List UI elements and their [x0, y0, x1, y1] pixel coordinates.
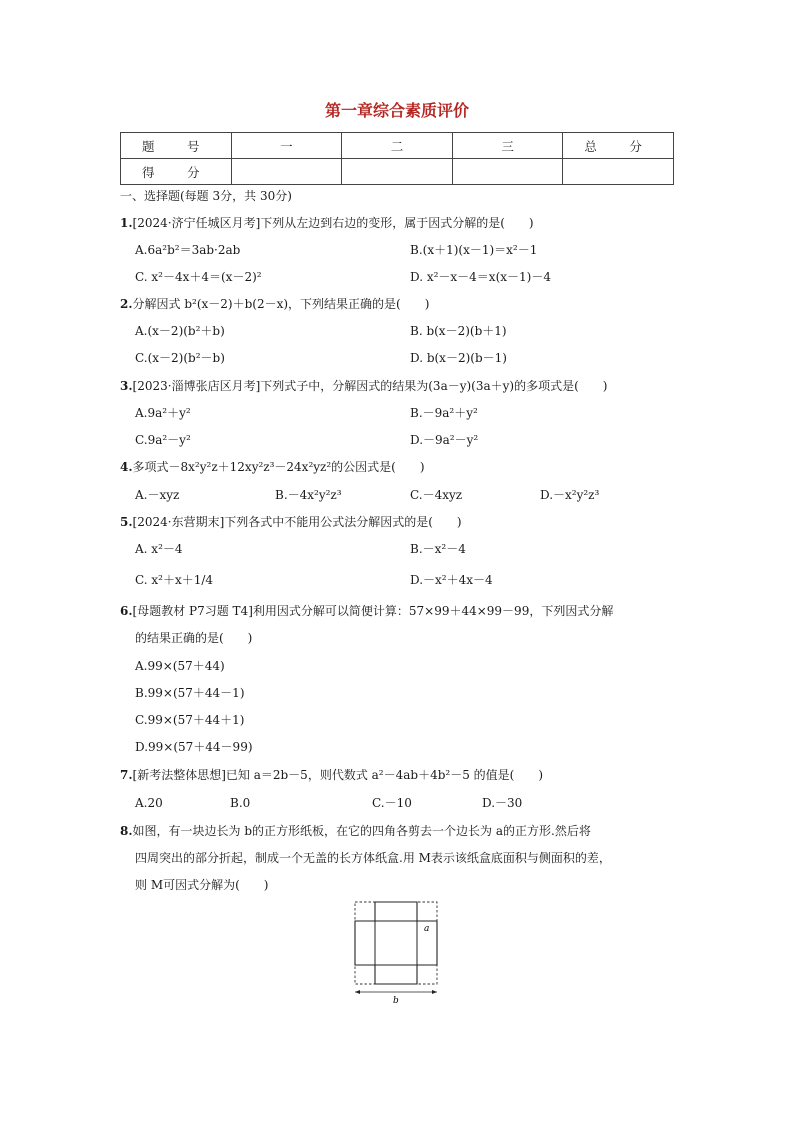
arrow-left-icon	[355, 990, 360, 994]
option-c: C. x²－4x＋4＝(x－2)²	[135, 270, 262, 284]
option-a: A.9a²＋y²	[135, 406, 191, 420]
option-a: A.99×(57＋44)	[135, 659, 225, 673]
question-stem: 如图，有一块边长为 b的正方形纸板，在它的四角各剪去一个边长为 a的正方形.然后将	[132, 824, 591, 838]
option-b: B.0	[230, 796, 251, 810]
score-table-score-row	[121, 159, 674, 185]
option-c: C. x²＋x＋1/4	[135, 573, 214, 587]
score-input-cell[interactable]	[452, 159, 563, 185]
question-7	[120, 766, 543, 784]
page-title: 第一章综合素质评价	[324, 101, 469, 120]
score-input-cell[interactable]	[342, 159, 453, 185]
question-4	[120, 458, 425, 476]
score-table	[120, 132, 674, 185]
option-d: D.－9a²－y²	[410, 433, 479, 447]
score-table-cell: 得 分	[121, 159, 232, 185]
option-c: C.(x－2)(b²－b)	[135, 351, 225, 365]
option-d: D. b(x－2)(b－1)	[410, 351, 507, 365]
score-table-cell: 一	[231, 133, 342, 159]
option-d: D.99×(57＋44－99)	[135, 740, 253, 754]
score-table-header-row	[121, 133, 674, 159]
question-stem: 多项式－8x²y²z＋12xy²z³－24x²yz²的公因式是( )	[132, 460, 425, 474]
score-table-cell: 三	[452, 133, 563, 159]
option-c: C.－10	[372, 796, 412, 810]
question-stem-continued: 则 M可因式分解为( )	[135, 878, 269, 892]
question-stem: 分解因式 b²(x－2)＋b(2－x)，下列结果正确的是( )	[132, 297, 430, 311]
question-6	[120, 602, 613, 620]
option-b: B.99×(57＋44－1)	[135, 686, 245, 700]
question-1	[120, 214, 534, 232]
question-number: 3.	[120, 379, 133, 393]
option-d: D.－x²y²z³	[540, 488, 600, 502]
score-input-cell[interactable]	[563, 159, 674, 185]
option-d: D. x²－x－4＝x(x－1)－4	[410, 270, 551, 284]
option-b: B.(x＋1)(x－1)＝x²－1	[410, 243, 538, 257]
option-a: A.6a²b²＝3ab·2ab	[135, 243, 241, 257]
option-d: D.－x²＋4x－4	[410, 573, 493, 587]
section-heading: 一、选择题(每题 3分，共 30分)	[120, 189, 292, 203]
score-table-cell: 二	[342, 133, 453, 159]
question-number: 7.	[120, 768, 133, 782]
option-b: B. b(x－2)(b＋1)	[410, 324, 507, 338]
question-number: 5.	[120, 515, 133, 529]
score-input-cell[interactable]	[231, 159, 342, 185]
cross-outline	[355, 902, 437, 984]
paper-box-figure	[345, 897, 455, 1007]
question-5	[120, 513, 462, 531]
question-8	[120, 822, 591, 840]
score-table-cell: 题 号	[121, 133, 232, 159]
question-number: 2.	[120, 297, 133, 311]
question-number: 1.	[120, 216, 133, 230]
question-stem-continued: 四周突出的部分折起，制成一个无盖的长方体纸盒.用 M表示该纸盒底面积与侧面积的差，	[135, 851, 611, 865]
question-2	[120, 295, 429, 313]
option-b: B.－4x²y²z³	[275, 488, 342, 502]
label-a: a	[424, 924, 430, 934]
question-number: 6.	[120, 604, 133, 618]
option-a: A. x²－4	[135, 542, 183, 556]
question-stem: [2024·东营期末]下列各式中不能用公式法分解因式的是( )	[132, 515, 462, 529]
option-c: C.9a²－y²	[135, 433, 191, 447]
option-a: A.(x－2)(b²＋b)	[135, 324, 225, 338]
outer-square-dashed	[355, 902, 437, 984]
question-number: 8.	[120, 824, 133, 838]
arrow-right-icon	[432, 990, 437, 994]
score-table-cell: 总 分	[563, 133, 674, 159]
question-number: 4.	[120, 460, 133, 474]
option-d: D.－30	[482, 796, 523, 810]
question-stem: [母题教材 P7习题 T4]利用因式分解可以简便计算：57×99＋44×99－99，下列因式分解	[132, 604, 614, 618]
question-3	[120, 377, 607, 395]
question-stem: [2024·济宁任城区月考]下列从左边到右边的变形，属于因式分解的是( )	[132, 216, 534, 230]
option-c: C.99×(57＋44＋1)	[135, 713, 245, 727]
option-a: A.－xyz	[135, 488, 180, 502]
option-a: A.20	[135, 796, 163, 810]
question-stem: [2023·淄博张店区月考]下列式子中，分解因式的结果为(3a－y)(3a＋y)的多项式是( )	[132, 379, 608, 393]
option-b: B.－x²－4	[410, 542, 466, 556]
question-stem-continued: 的结果正确的是( )	[135, 631, 253, 645]
label-b: b	[393, 996, 399, 1006]
option-c: C.－4xyz	[410, 488, 463, 502]
question-stem: [新考法整体思想]已知 a＝2b－5，则代数式 a²－4ab＋4b²－5 的值是( )	[132, 768, 544, 782]
option-b: B.－9a²＋y²	[410, 406, 478, 420]
